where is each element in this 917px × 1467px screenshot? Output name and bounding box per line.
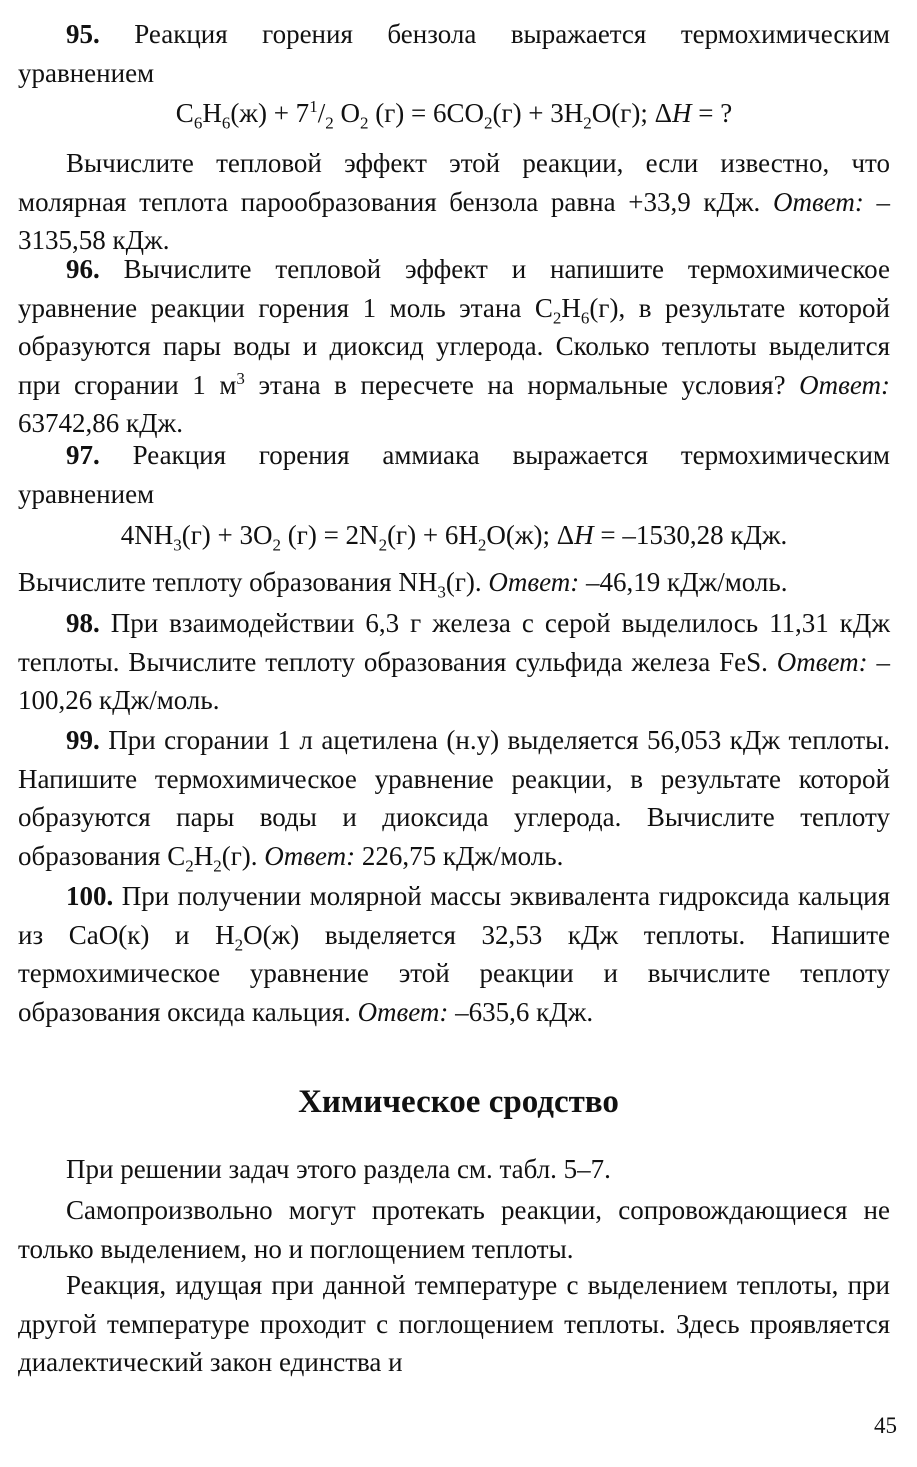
- problem-97-intro: [18, 436, 890, 513]
- formula-acetylene: $C_2H_2(г)$: [167, 840, 251, 875]
- problem-98: [18, 604, 890, 720]
- section-paragraph: Реакция, идущая при данной температуре с выделением теплоты, при другой температуре проходит с поглощением теплоты. Здесь проявляется диалектический закон единства и: [18, 1270, 890, 1377]
- answer-label: Ответ:: [357, 996, 449, 1027]
- answer-label: Ответ:: [799, 369, 891, 400]
- answer-label: Ответ:: [264, 840, 356, 871]
- formula-ethane: $C_2H_6(г)$: [534, 292, 619, 327]
- problem-text: Вычислите теплоту образования: [18, 567, 399, 597]
- answer-value: –46,19 кДж/моль.: [586, 567, 788, 597]
- problem-97-body: Вычислите теплоту образования $NH_3(г)$. Ответ: –46,19 кДж/моль.: [18, 567, 788, 602]
- answer-value: –3135,58 кДж.: [18, 186, 890, 255]
- equation-ammonia-combustion: $4NH_3(г) + 3O_2$ $(г) = 2N_2(г) + 6H_2O(ж)$; ΔH = –1530,28 кДж.: [120, 520, 788, 555]
- problem-number: 97.: [66, 440, 100, 470]
- problem-number: 96.: [66, 254, 100, 284]
- problem-text: Реакция горения аммиака выражается термохимическим уравнением: [18, 440, 890, 509]
- formula-water: $H_2O(ж)$: [215, 919, 300, 954]
- answer-value: –100,26 кДж/моль.: [18, 646, 891, 715]
- problem-text: этана в пересчете на нормальные условия?: [244, 369, 786, 400]
- answer-value: –635,6 кДж.: [455, 996, 594, 1027]
- problem-number: 99.: [66, 725, 100, 755]
- formula-ammonia: $NH_3(г)$: [398, 567, 475, 602]
- problem-text: Вычислите тепловой эффект и напишите термохимическое уравнение реакции горения 1 моль этана: [18, 254, 890, 323]
- problem-95-intro: [18, 15, 890, 92]
- problem-99: 99. При сгорании 1 л ацетилена (н.у) выделяется 56,053 кДж теплоты. Напишите термохимическое уравнение реакции, в результате которой образуются пары воды и диоксида углерода. Вычислите теплоту образования $C_2H_2(г)$. Ответ: 226,75 кДж/моль.: [18, 725, 891, 875]
- answer-label: Ответ:: [488, 567, 580, 597]
- problem-95-body: [18, 144, 890, 260]
- section-paragraph: Самопроизвольно могут протекать реакции, сопровождающиеся не только выделением, но и поглощением теплоты.: [18, 1195, 890, 1264]
- problem-text: При сгорании 1 л ацетилена (н.у) выделяется 56,053 кДж теплоты. Напишите термохимическое уравнение реакции, в результате которой образуются пары воды и диоксида углерода. Вычислите теплоту образования: [18, 725, 891, 871]
- answer-value: 226,75 кДж/моль.: [361, 840, 564, 871]
- equation-benzene-combustion: $C_6H_6(ж) + 7^1/_2$ $O_2$ $(г) = 6CO_2(г) + 3H_2O(г)$; ΔH = ?: [175, 97, 733, 133]
- answer-value: 63742,86 кДж.: [18, 408, 183, 438]
- page-number: 45: [874, 1413, 897, 1438]
- problem-100: [18, 877, 890, 1031]
- problem-text: Реакция горения бензола выражается термохимическим уравнением: [18, 19, 890, 88]
- unit-exponent: 3: [236, 368, 245, 388]
- problem-text: , в результате которой образуются пары воды и диоксид углерода. Сколько теплоты выделится при сгорании 1 м: [18, 292, 890, 400]
- answer-label: Ответ:: [772, 186, 864, 217]
- problem-number: 95.: [66, 19, 100, 49]
- problem-number: 100.: [66, 881, 114, 911]
- problem-text: При получении молярной массы эквивалента гидроксида кальция из CaO(к) и: [18, 881, 890, 950]
- problem-number: 98.: [66, 608, 100, 638]
- problem-96: [18, 250, 890, 443]
- answer-label: Ответ:: [776, 646, 868, 677]
- problem-text: выделяется 32,53 кДж теплоты. Напишите термохимическое уравнение этой реакции и вычислите теплоту образования оксида кальция.: [18, 919, 891, 1027]
- section-paragraph: При решении задач этого раздела см. табл. 5–7.: [66, 1154, 611, 1184]
- problem-text: Вычислите тепловой эффект этой реакции, если известно, что молярная теплота парообразования бензола равна +33,9 кДж.: [18, 148, 890, 217]
- problem-text: При взаимодействии 6,3 г железа с серой выделилось 11,31 кДж теплоты. Вычислите теплоту образования сульфида железа FeS.: [18, 608, 890, 677]
- section-heading: Химическое сродство: [298, 1084, 619, 1120]
